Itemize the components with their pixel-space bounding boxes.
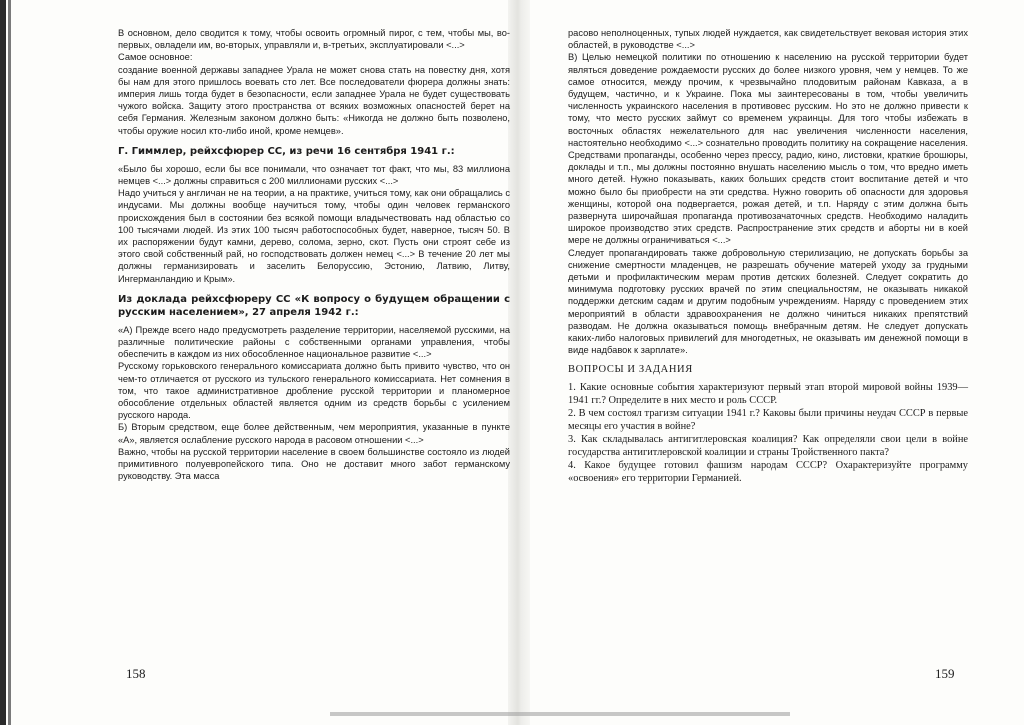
question-item: 2. В чем состоял трагизм ситуации 1941 г.? Каковы были причины неудач СССР в первые месяцы его участия в войне? [568,407,968,432]
paragraph: Самое основное: [118,52,193,63]
section-heading: Г. Гиммлер, рейхсфюрер СС, из речи 16 сентября 1941 г.: [118,145,455,157]
paragraph: Б) Вторым средством, еще более действенным, чем мероприятия, указанные в пункте «А», является ослабление русского народа в расовом отношении <...> [118,422,510,445]
right-page [568,0,968,725]
paragraph: В основном, дело сводится к тому, чтобы освоить огромный пирог, с тем, чтобы мы, во-первых, овладели им, во-вторых, управляли и, в-третьих, эксплуатировали <...> [118,28,510,51]
paragraph: Русскому горьковского генерального комиссариата должно быть привито чувство, что он чем-то отличается от русского из тульского генерального комиссариата. Нет сомнения в том, что такое административное дробление русской территории и планомерное обособление отдельных областей является одним из средств борьбы с усилением русского народа. [118,361,510,421]
paragraph: Важно, чтобы на русской территории население в своем большинстве состояло из людей примитивного полуевропейского типа. Оно не доставит много забот германскому руководству. Эта масса [118,446,510,482]
scan-edge-line [8,0,11,725]
question-item: 1. Какие основные события характеризуют первый этап второй мировой войны 1939—1941 гг.? Определите в них место и роль СССР. [568,381,968,406]
paragraph: создание военной державы западнее Урала не может снова стать на повестку дня, хотя бы нам для этого пришлось воевать сто лет. Все последователи фюрера должны знать: империя лишь тогда будет в безопасности, если западнее Урала не будет существовать чужого войска. Защиту этого пространства от всяких возможных опасностей берет на себя Германия. Железным законом должно быть: «Никогда не должно быть позволено, чтобы оружие носил кто-либо иной, кроме немцев». [118,64,510,136]
page-number: 158 [126,666,146,681]
paragraph: В) Целью немецкой политики по отношению к населению на русской территории будет являться доведение рождаемости русских до более низкого уровня, чем у немцев. То же самое относится, между прочим, к чрезвычайно плодовитым районам Кавказа, а в будущем, частично, и к Украине. Пока мы заинтересованы в том, чтобы увеличить численность украинского населения в противовес русским. Но это не должно привести к тому, что место русских займут со временем украинцы. Для того чтобы избежать в восточных областях нежелательного для нас увеличения численности населения, настоятельно необходимо <...> сознательно проводить политику на сокращение населения. Средствами пропаганды, особенно через прессу, радио, кино, листовки, краткие брошюры, доклады и т.п., мы должны постоянно внушать населению мысль о том, что вредно иметь много детей. Нужно показывать, каких больших средств стоит воспитание детей и что можно было бы приобрести на эти средства. Нужно говорить об опасности для здоровья женщины, которой она подвергается, рожая детей, и т.п. Наряду с этим должна быть развернута широчайшая пропаганда противозачаточных средств. Необходимо наладить широкое производство этих средств. Распространение этих средств и аборты ни в коей мере не должны ограничиваться <...> [568,52,968,246]
page-number: 159 [935,666,955,681]
paragraph: Надо учиться у англичан не на теории, а на практике, учиться тому, как они обращались с индусами. Мы должны вообще научиться тому, чтобы один человек германского происхождения был в состоянии без всякой помощи владычествовать над областью со 100 тысячами людей. Из этих 100 тысяч работоспособных будет, наверное, тысяч 50. В их распоряжении будут камни, дерево, солома, зерно, скот. Пусть они строят себе из этого свой собственный рай, но господствовать должен немец <...> В течение 20 лет мы должны германизировать и заселить Белоруссию, Эстонию, Латвию, Литву, Ингерманландию и Крым». [118,188,510,284]
paragraph: Следует пропагандировать также добровольную стерилизацию, не допускать борьбы за снижение смертности младенцев, не разрешать обучение матерей уходу за грудными детьми и профилактическим мерам против детских болезней. Следует сократить до минимума подготовку русских врачей по этим специальностям, не оказывать никакой поддержки детским садам и другим подобным учреждениям. Наряду с проведением этих мероприятий в области здравоохранения не должно чиниться никаких препятствий разводам. Не должна оказываться помощь внебрачным детям. Не следует допускать каких-либо налоговых привилегий для многодетных, не оказывать им денежной помощи в виде надбавок к зарплате». [568,247,968,356]
questions-title: ВОПРОСЫ И ЗАДАНИЯ [568,364,693,376]
section-heading: Из доклада рейхсфюреру СС «К вопросу о будущем обращении с русским населением», 27 апреля 1942 г.: [118,293,510,318]
paragraph: «Было бы хорошо, если бы все понимали, что означает тот факт, что мы, 83 миллиона немцев <...> должны справиться с 200 миллионами русских <...> [118,163,510,187]
paragraph: расово неполноценных, тупых людей нуждается, как свидетельствует вековая история этих областей, в руководстве <...> [568,28,968,51]
left-page [118,0,510,725]
question-item: 4. Какое будущее готовил фашизм народам СССР? Охарактеризуйте программу «освоения» его территории Германией. [568,459,968,484]
right-page-text [568,27,968,485]
book-gutter [508,0,530,725]
left-page-text [118,27,510,483]
question-item: 3. Как складывалась антигитлеровская коалиция? Как определяли свои цели в войне государства антигитлеровской коалиции и страны Тройственного пакта? [568,433,968,458]
scan-edge-shadow [0,0,6,725]
paragraph: «А) Прежде всего надо предусмотреть разделение территории, населяемой русскими, на различные политические районы с собственными органами управления, чтобы обеспечить в каждом из них обособленное национальное развитие <...> [118,324,510,360]
